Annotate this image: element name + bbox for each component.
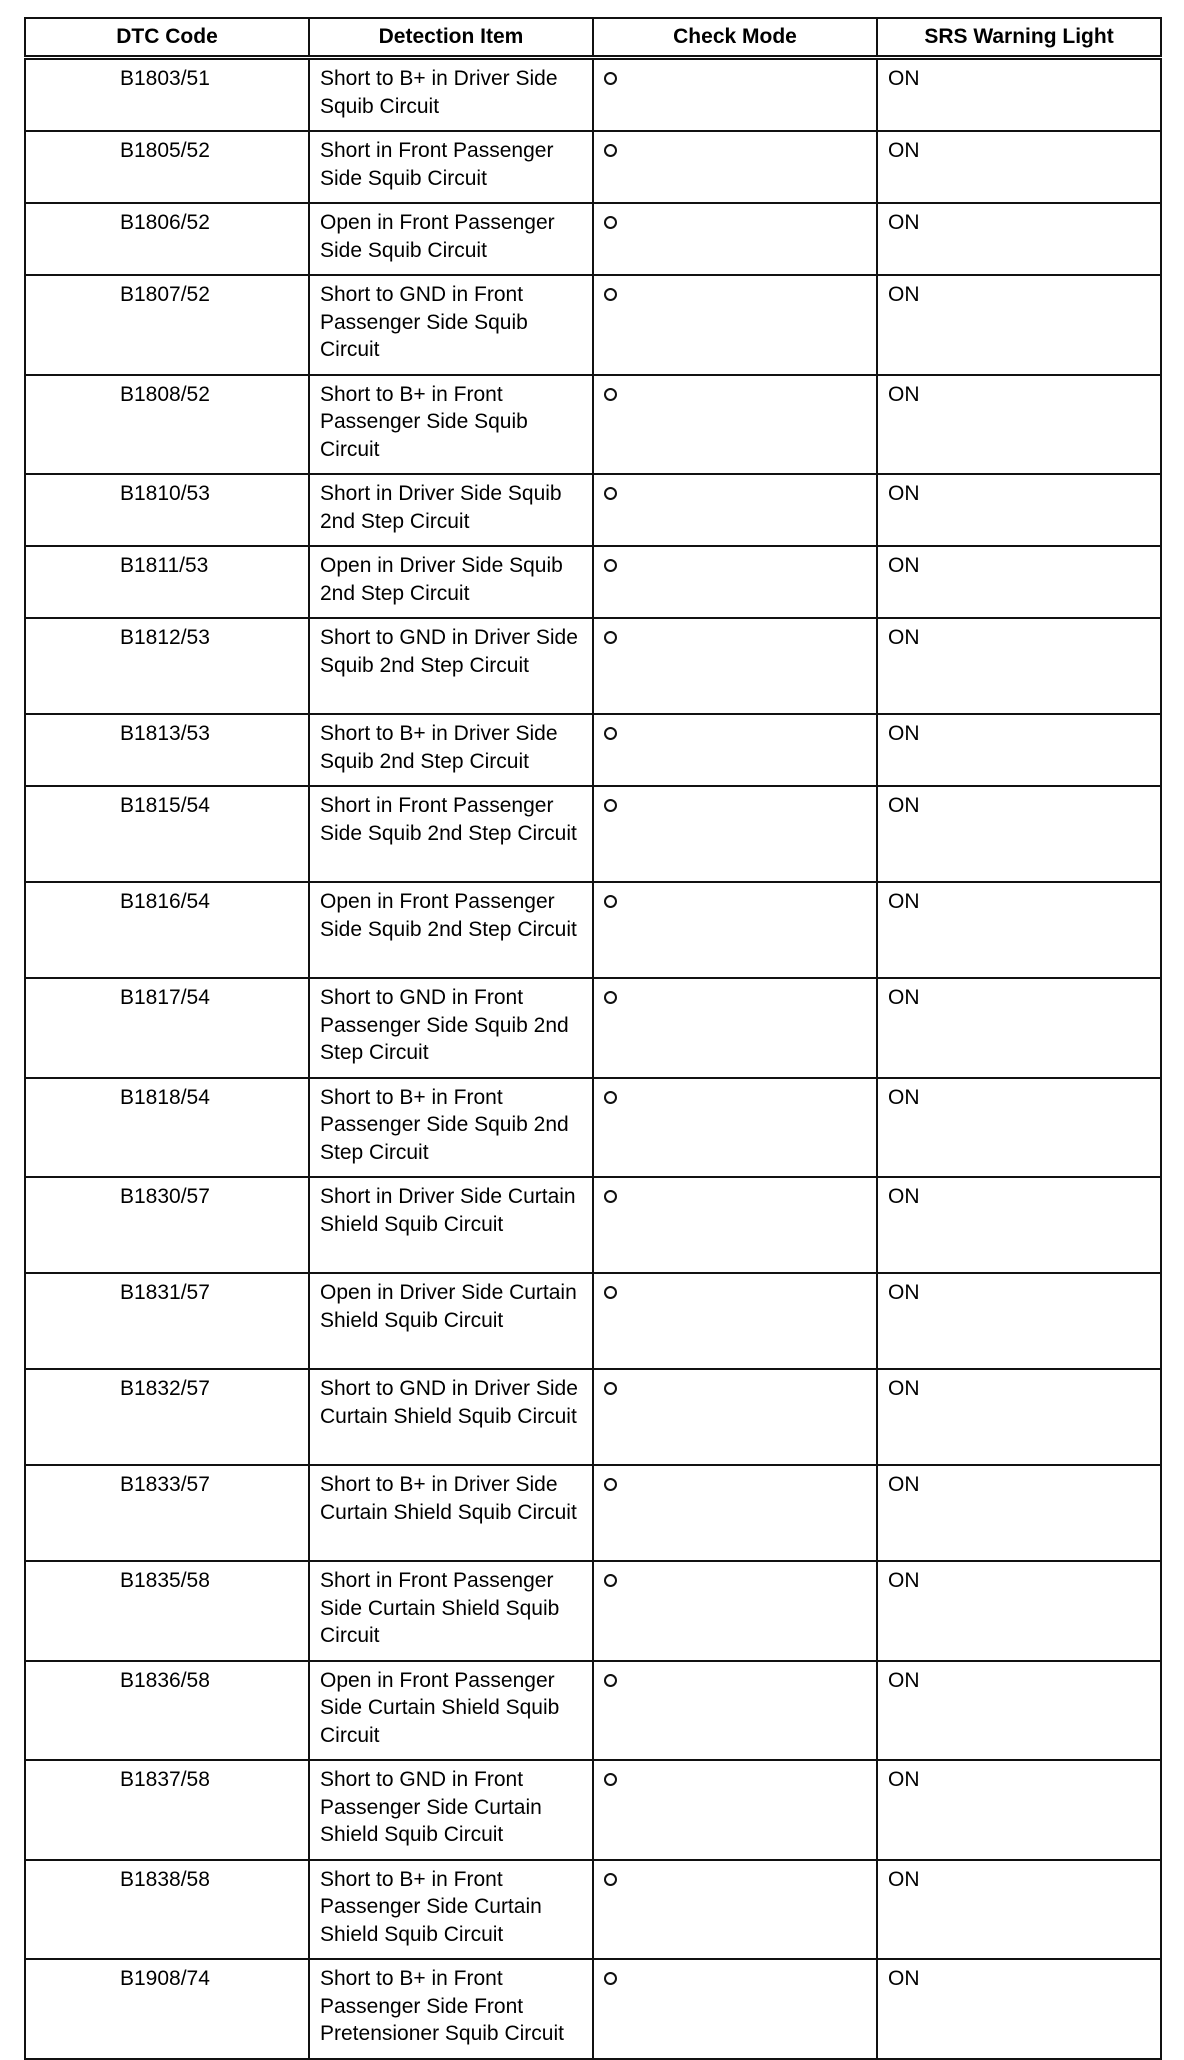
table-row	[25, 786, 1161, 882]
check-mode-circle-icon	[604, 288, 617, 301]
check-mode-cell	[593, 882, 877, 978]
check-mode-circle-icon	[604, 727, 617, 740]
table-row	[25, 1273, 1161, 1369]
dtc-code-cell: B1908/74	[25, 1959, 309, 2059]
dtc-code-cell: B1831/57	[25, 1273, 309, 1369]
table-row	[25, 203, 1161, 275]
table-row	[25, 58, 1161, 132]
header-detection-item: Detection Item	[309, 18, 593, 58]
srs-warning-light-cell: ON	[877, 1661, 1161, 1761]
srs-warning-light-cell: ON	[877, 1369, 1161, 1465]
check-mode-cell	[593, 131, 877, 203]
detection-item-cell: Short in Driver Side Squib 2nd Step Circuit	[309, 474, 593, 546]
check-mode-cell	[593, 1959, 877, 2059]
check-mode-cell	[593, 275, 877, 375]
header-dtc-code: DTC Code	[25, 18, 309, 58]
dtc-code-cell: B1813/53	[25, 714, 309, 786]
check-mode-cell	[593, 1860, 877, 1960]
srs-warning-light-cell: ON	[877, 1177, 1161, 1273]
dtc-code-cell: B1837/58	[25, 1760, 309, 1860]
check-mode-circle-icon	[604, 216, 617, 229]
check-mode-cell	[593, 618, 877, 714]
table-row	[25, 1369, 1161, 1465]
table-row	[25, 1177, 1161, 1273]
check-mode-circle-icon	[604, 388, 617, 401]
check-mode-circle-icon	[604, 1091, 617, 1104]
detection-item-cell: Open in Driver Side Curtain Shield Squib Circuit	[309, 1273, 593, 1369]
dtc-code-cell: B1803/51	[25, 58, 309, 132]
srs-warning-light-cell: ON	[877, 1465, 1161, 1561]
dtc-code-cell: B1817/54	[25, 978, 309, 1078]
table-row	[25, 714, 1161, 786]
check-mode-circle-icon	[604, 1382, 617, 1395]
dtc-code-cell: B1832/57	[25, 1369, 309, 1465]
detection-item-cell: Short to B+ in Driver Side Squib Circuit	[309, 58, 593, 132]
dtc-code-cell: B1816/54	[25, 882, 309, 978]
dtc-code-cell: B1815/54	[25, 786, 309, 882]
table-row	[25, 474, 1161, 546]
dtc-code-cell: B1805/52	[25, 131, 309, 203]
detection-item-cell: Open in Front Passenger Side Squib Circuit	[309, 203, 593, 275]
check-mode-circle-icon	[604, 144, 617, 157]
detection-item-cell: Short to B+ in Driver Side Curtain Shield Squib Circuit	[309, 1465, 593, 1561]
srs-warning-light-cell: ON	[877, 1078, 1161, 1178]
dtc-code-cell: B1818/54	[25, 1078, 309, 1178]
check-mode-cell	[593, 58, 877, 132]
srs-warning-light-cell: ON	[877, 203, 1161, 275]
dtc-code-cell: B1807/52	[25, 275, 309, 375]
table-row	[25, 978, 1161, 1078]
check-mode-circle-icon	[604, 895, 617, 908]
srs-warning-light-cell: ON	[877, 131, 1161, 203]
table-row	[25, 275, 1161, 375]
dtc-code-cell: B1806/52	[25, 203, 309, 275]
srs-warning-light-cell: ON	[877, 1760, 1161, 1860]
detection-item-cell: Short to GND in Driver Side Curtain Shield Squib Circuit	[309, 1369, 593, 1465]
check-mode-circle-icon	[604, 1674, 617, 1687]
check-mode-circle-icon	[604, 631, 617, 644]
detection-item-cell: Short to B+ in Front Passenger Side Front Pretensioner Squib Circuit	[309, 1959, 593, 2059]
table-header-row	[25, 18, 1161, 58]
detection-item-cell: Short to B+ in Front Passenger Side Curtain Shield Squib Circuit	[309, 1860, 593, 1960]
check-mode-circle-icon	[604, 1478, 617, 1491]
detection-item-cell: Short in Driver Side Curtain Shield Squib Circuit	[309, 1177, 593, 1273]
table-row	[25, 882, 1161, 978]
detection-item-cell: Short in Front Passenger Side Curtain Shield Squib Circuit	[309, 1561, 593, 1661]
check-mode-cell	[593, 203, 877, 275]
table-row	[25, 1959, 1161, 2059]
check-mode-circle-icon	[604, 559, 617, 572]
detection-item-cell: Short to GND in Front Passenger Side Squib Circuit	[309, 275, 593, 375]
check-mode-circle-icon	[604, 991, 617, 1004]
detection-item-cell: Short to GND in Front Passenger Side Curtain Shield Squib Circuit	[309, 1760, 593, 1860]
check-mode-cell	[593, 375, 877, 475]
detection-item-cell: Short in Front Passenger Side Squib Circuit	[309, 131, 593, 203]
table-row	[25, 1860, 1161, 1960]
check-mode-circle-icon	[604, 1286, 617, 1299]
check-mode-cell	[593, 1078, 877, 1178]
dtc-code-cell: B1835/58	[25, 1561, 309, 1661]
check-mode-cell	[593, 474, 877, 546]
check-mode-cell	[593, 1760, 877, 1860]
check-mode-cell	[593, 546, 877, 618]
check-mode-cell	[593, 1465, 877, 1561]
dtc-code-cell: B1833/57	[25, 1465, 309, 1561]
table-row	[25, 1561, 1161, 1661]
check-mode-circle-icon	[604, 1873, 617, 1886]
check-mode-circle-icon	[604, 1972, 617, 1985]
header-check-mode: Check Mode	[593, 18, 877, 58]
detection-item-cell: Short to B+ in Front Passenger Side Squib 2nd Step Circuit	[309, 1078, 593, 1178]
detection-item-cell: Short to B+ in Front Passenger Side Squib Circuit	[309, 375, 593, 475]
table-row	[25, 375, 1161, 475]
check-mode-circle-icon	[604, 72, 617, 85]
check-mode-cell	[593, 1661, 877, 1761]
table-row	[25, 1465, 1161, 1561]
srs-warning-light-cell: ON	[877, 546, 1161, 618]
check-mode-cell	[593, 1177, 877, 1273]
check-mode-circle-icon	[604, 1574, 617, 1587]
dtc-code-cell: B1811/53	[25, 546, 309, 618]
check-mode-circle-icon	[604, 1190, 617, 1203]
header-srs-warning-light: SRS Warning Light	[877, 18, 1161, 58]
detection-item-cell: Short to GND in Driver Side Squib 2nd Step Circuit	[309, 618, 593, 714]
srs-warning-light-cell: ON	[877, 978, 1161, 1078]
table-row	[25, 1760, 1161, 1860]
detection-item-cell: Open in Driver Side Squib 2nd Step Circuit	[309, 546, 593, 618]
table-row	[25, 131, 1161, 203]
check-mode-cell	[593, 978, 877, 1078]
table-row	[25, 546, 1161, 618]
detection-item-cell: Open in Front Passenger Side Squib 2nd Step Circuit	[309, 882, 593, 978]
detection-item-cell: Short in Front Passenger Side Squib 2nd Step Circuit	[309, 786, 593, 882]
srs-warning-light-cell: ON	[877, 714, 1161, 786]
srs-warning-light-cell: ON	[877, 1959, 1161, 2059]
check-mode-circle-icon	[604, 487, 617, 500]
check-mode-cell	[593, 1273, 877, 1369]
detection-item-cell: Short to B+ in Driver Side Squib 2nd Step Circuit	[309, 714, 593, 786]
dtc-code-cell: B1810/53	[25, 474, 309, 546]
detection-item-cell: Open in Front Passenger Side Curtain Shield Squib Circuit	[309, 1661, 593, 1761]
srs-warning-light-cell: ON	[877, 1561, 1161, 1661]
check-mode-circle-icon	[604, 1773, 617, 1786]
table-row	[25, 1661, 1161, 1761]
check-mode-cell	[593, 714, 877, 786]
table-row	[25, 618, 1161, 714]
dtc-code-cell: B1836/58	[25, 1661, 309, 1761]
dtc-table	[24, 17, 1162, 2060]
srs-warning-light-cell: ON	[877, 1273, 1161, 1369]
dtc-code-cell: B1812/53	[25, 618, 309, 714]
srs-warning-light-cell: ON	[877, 882, 1161, 978]
check-mode-cell	[593, 1561, 877, 1661]
srs-warning-light-cell: ON	[877, 275, 1161, 375]
check-mode-circle-icon	[604, 799, 617, 812]
srs-warning-light-cell: ON	[877, 618, 1161, 714]
dtc-code-cell: B1808/52	[25, 375, 309, 475]
srs-warning-light-cell: ON	[877, 786, 1161, 882]
srs-warning-light-cell: ON	[877, 58, 1161, 132]
srs-warning-light-cell: ON	[877, 474, 1161, 546]
detection-item-cell: Short to GND in Front Passenger Side Squib 2nd Step Circuit	[309, 978, 593, 1078]
dtc-code-cell: B1830/57	[25, 1177, 309, 1273]
srs-warning-light-cell: ON	[877, 375, 1161, 475]
check-mode-cell	[593, 1369, 877, 1465]
check-mode-cell	[593, 786, 877, 882]
srs-warning-light-cell: ON	[877, 1860, 1161, 1960]
dtc-code-cell: B1838/58	[25, 1860, 309, 1960]
dtc-table-container	[24, 17, 1160, 2060]
table-row	[25, 1078, 1161, 1178]
